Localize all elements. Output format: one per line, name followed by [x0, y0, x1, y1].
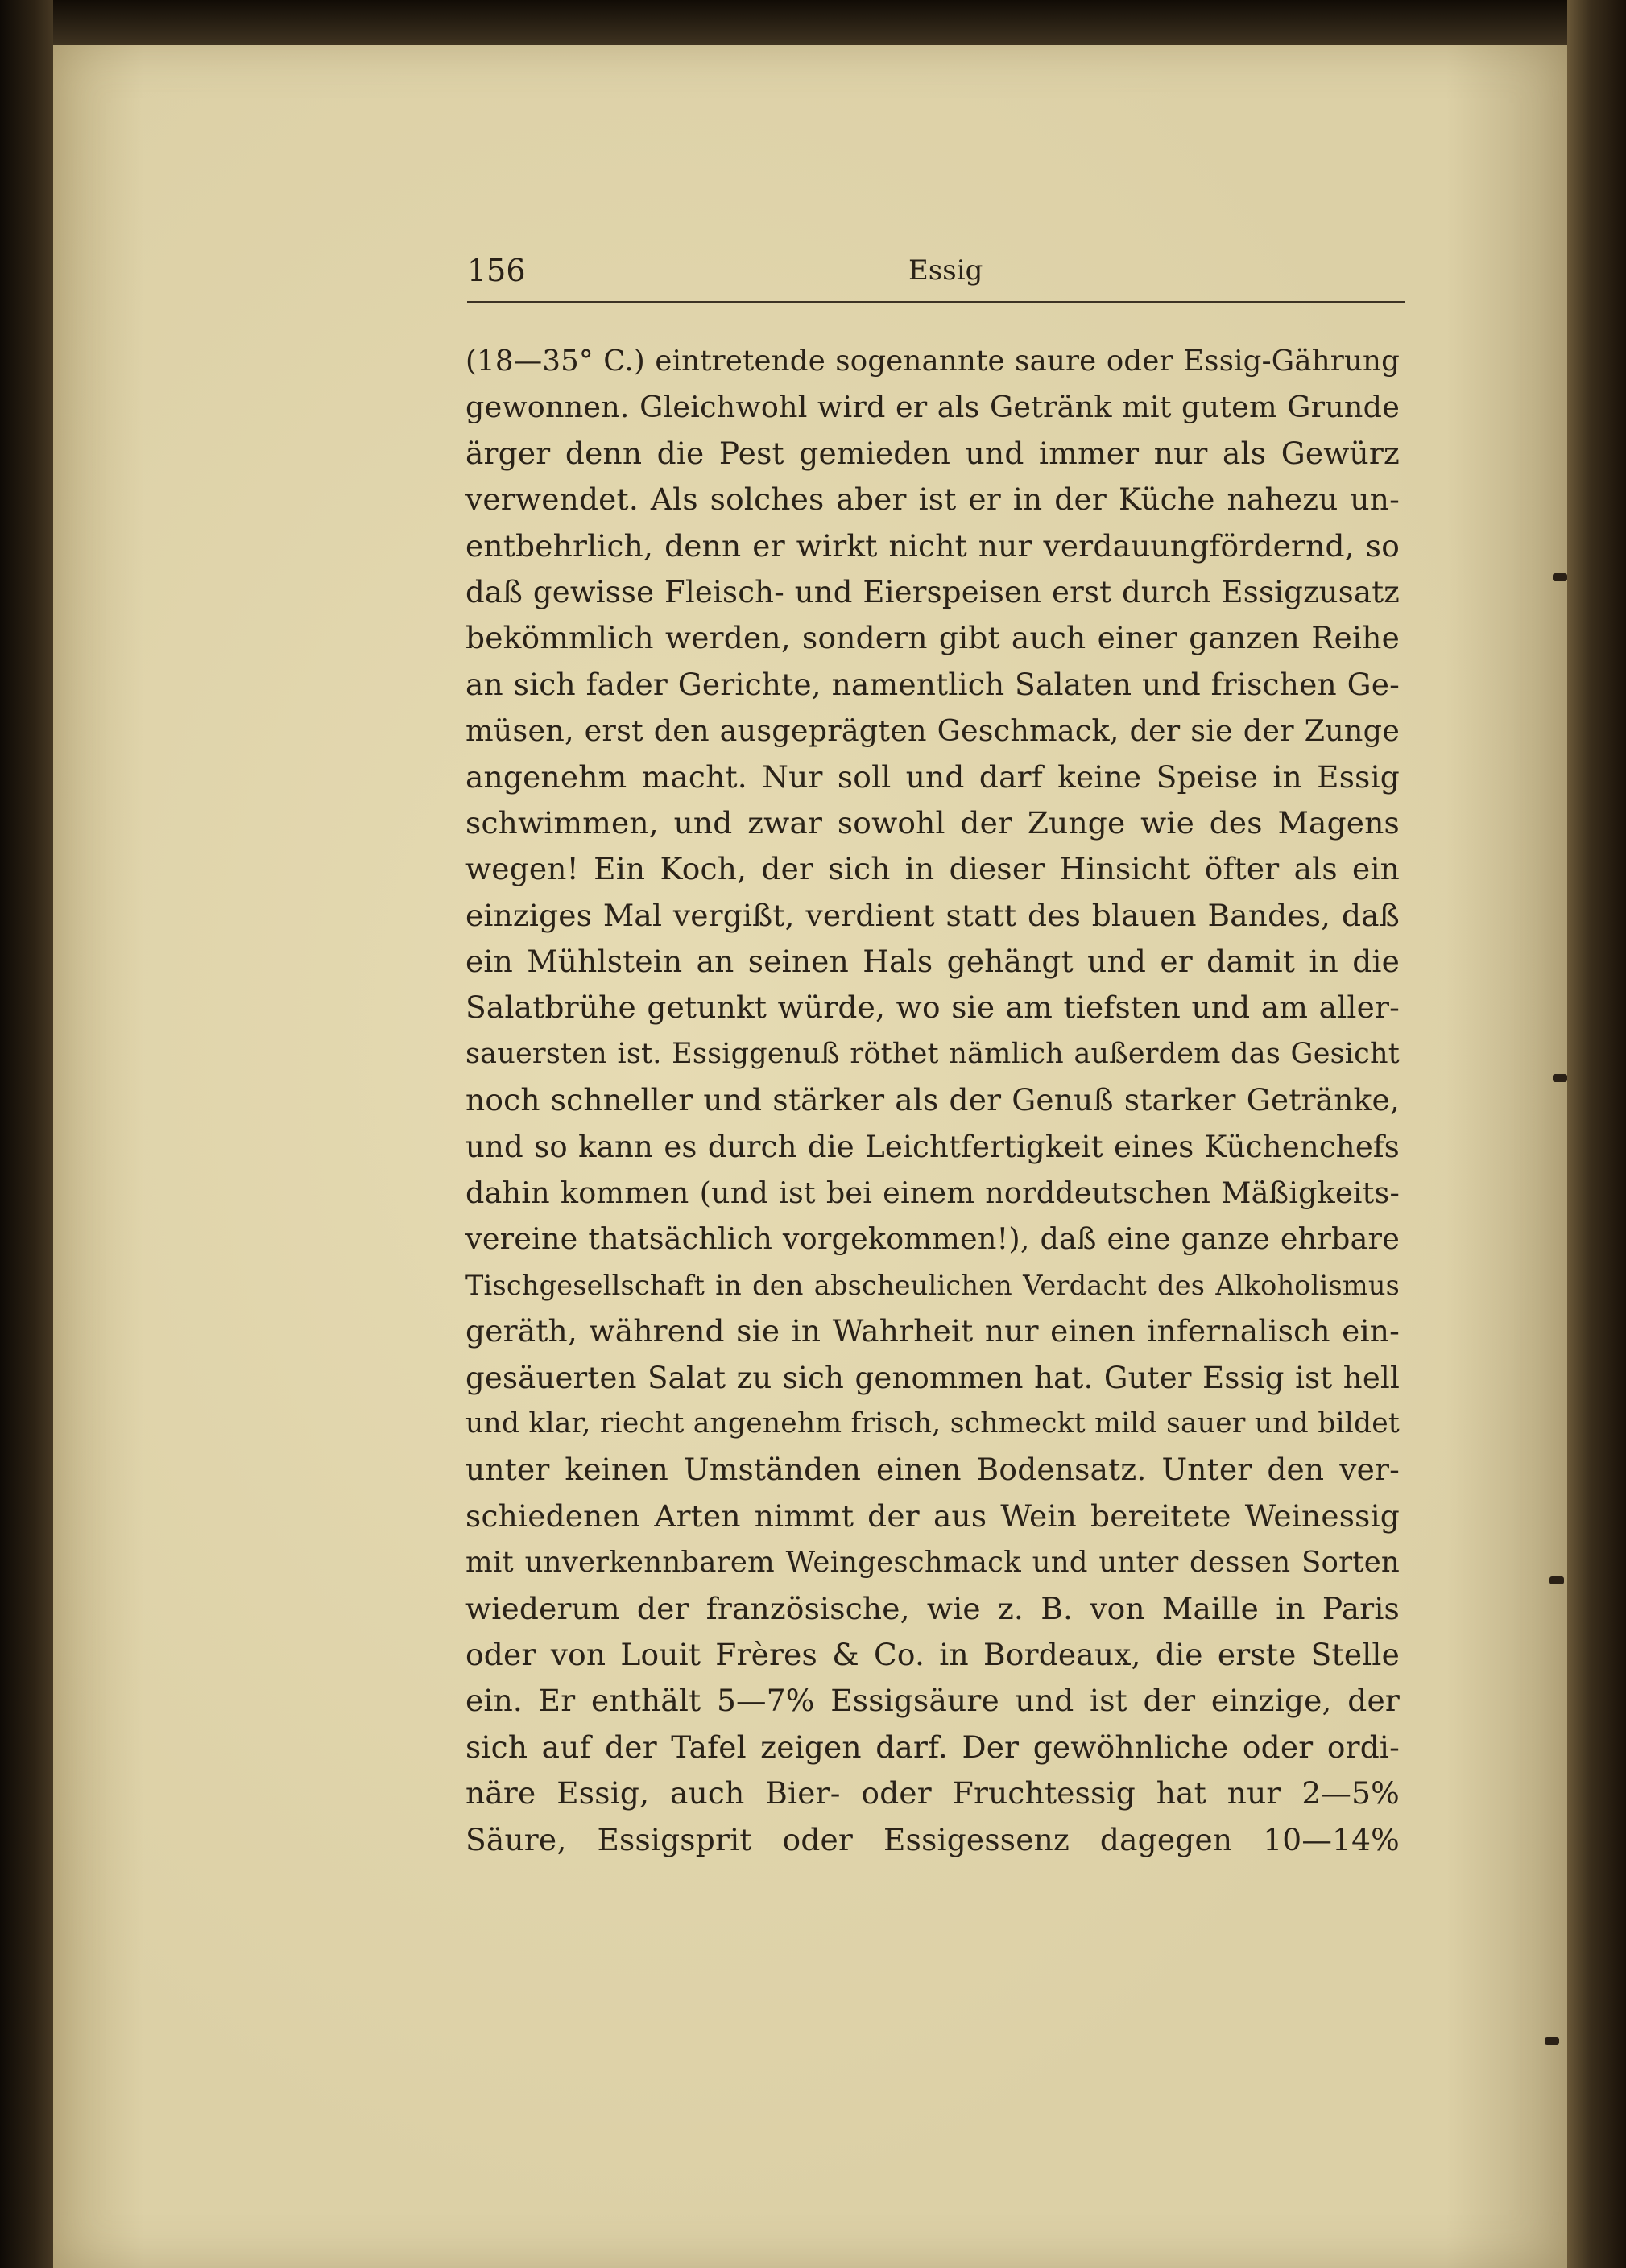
- text-line: gesäuerten Salat zu sich genommen hat. Guter Essig ist hell: [465, 1360, 1400, 1395]
- text-line: näre Essig, auch Bier- oder Fruchtessig hat nur 2—5%: [465, 1775, 1400, 1812]
- page-header: [467, 248, 1405, 303]
- text-line: mit unverkennbarem Weingeschmack und unter dessen Sorten: [465, 1546, 1400, 1580]
- text-line: ein Mühlstein an seinen Hals gehängt und er damit in die: [465, 944, 1400, 980]
- text-line: schwimmen, und zwar sowohl der Zunge wie des Magens: [465, 804, 1400, 841]
- page-top-edge: [53, 0, 1567, 45]
- text-line: und so kann es durch die Leichtfertigkeit eines Küchenchefs: [465, 1129, 1400, 1164]
- text-line: sauersten ist. Essiggenuß röthet nämlich außerdem das Gesicht: [465, 1037, 1400, 1070]
- text-line: an sich fader Gerichte, namentlich Salaten und frischen Ge-: [465, 666, 1400, 702]
- text-line: verwendet. Als solches aber ist er in der Küche nahezu un-: [465, 481, 1400, 518]
- text-line: entbehrlich, denn er wirkt nicht nur verdauungfördernd, so: [465, 527, 1400, 564]
- page-right-edge: [1567, 0, 1626, 2268]
- text-line: ärger denn die Pest gemieden und immer nur als Gewürz: [465, 435, 1400, 471]
- page-mark: [1549, 1576, 1564, 1584]
- book-spine-shadow: [0, 0, 56, 2268]
- text-line: unter keinen Umständen einen Bodensatz. Unter den ver-: [465, 1452, 1400, 1488]
- text-line: dahin kommen (und ist bei einem norddeutschen Mäßigkeits-: [465, 1175, 1400, 1211]
- text-line: schiedenen Arten nimmt der aus Wein bereitete Weinessig: [465, 1498, 1400, 1534]
- text-line: einziges Mal vergißt, verdient statt des blauen Bandes, daß: [465, 897, 1400, 933]
- text-line: gewonnen. Gleichwohl wird er als Getränk mit gutem Grunde: [465, 390, 1400, 425]
- text-line: daß gewisse Fleisch- und Eierspeisen erst durch Essigzusatz: [465, 574, 1400, 609]
- page-mark: [1553, 1074, 1567, 1082]
- page-number: 156: [467, 253, 526, 288]
- text-line: oder von Louit Frères & Co. in Bordeaux, die erste Stelle: [465, 1636, 1400, 1672]
- text-line: und klar, riecht angenehm frisch, schmeckt mild sauer und bildet: [465, 1407, 1400, 1440]
- text-line: (18—35° C.) eintretende sogenannte saure oder Essig-Gährung: [465, 345, 1400, 378]
- text-line: Salatbrühe getunkt würde, wo sie am tiefsten und am aller-: [465, 989, 1400, 1026]
- page-mark: [1545, 2037, 1559, 2045]
- text-line: ein. Er enthält 5—7% Essigsäure und ist der einzige, der: [465, 1683, 1400, 1719]
- text-line: angenehm macht. Nur soll und darf keine Speise in Essig: [465, 758, 1400, 795]
- text-line: sich auf der Tafel zeigen darf. Der gewöhnliche oder ordi-: [465, 1729, 1400, 1765]
- body-text: [465, 338, 1400, 1863]
- text-line: müsen, erst den ausgeprägten Geschmack, der sie der Zunge: [465, 713, 1400, 749]
- text-line: vereine thatsächlich vorgekommen!), daß eine ganze ehrbare: [465, 1221, 1400, 1257]
- text-line: Säure, Essigsprit oder Essigessenz dagegen 10—14%: [465, 1821, 1400, 1857]
- text-line: bekömmlich werden, sondern gibt auch einer ganzen Reihe: [465, 620, 1400, 656]
- text-line: noch schneller und stärker als der Genuß starker Getränke,: [465, 1082, 1400, 1118]
- text-line: wegen! Ein Koch, der sich in dieser Hinsicht öfter als ein: [465, 851, 1400, 887]
- text-line: geräth, während sie in Wahrheit nur einen infernalisch ein-: [465, 1313, 1400, 1349]
- running-head: Essig: [908, 254, 983, 287]
- page-mark: [1553, 573, 1567, 581]
- text-line: Tischgesellschaft in den abscheulichen Verdacht des Alkoholismus: [465, 1269, 1400, 1301]
- text-line: wiederum der französische, wie z. B. von Maille in Paris: [465, 1590, 1400, 1626]
